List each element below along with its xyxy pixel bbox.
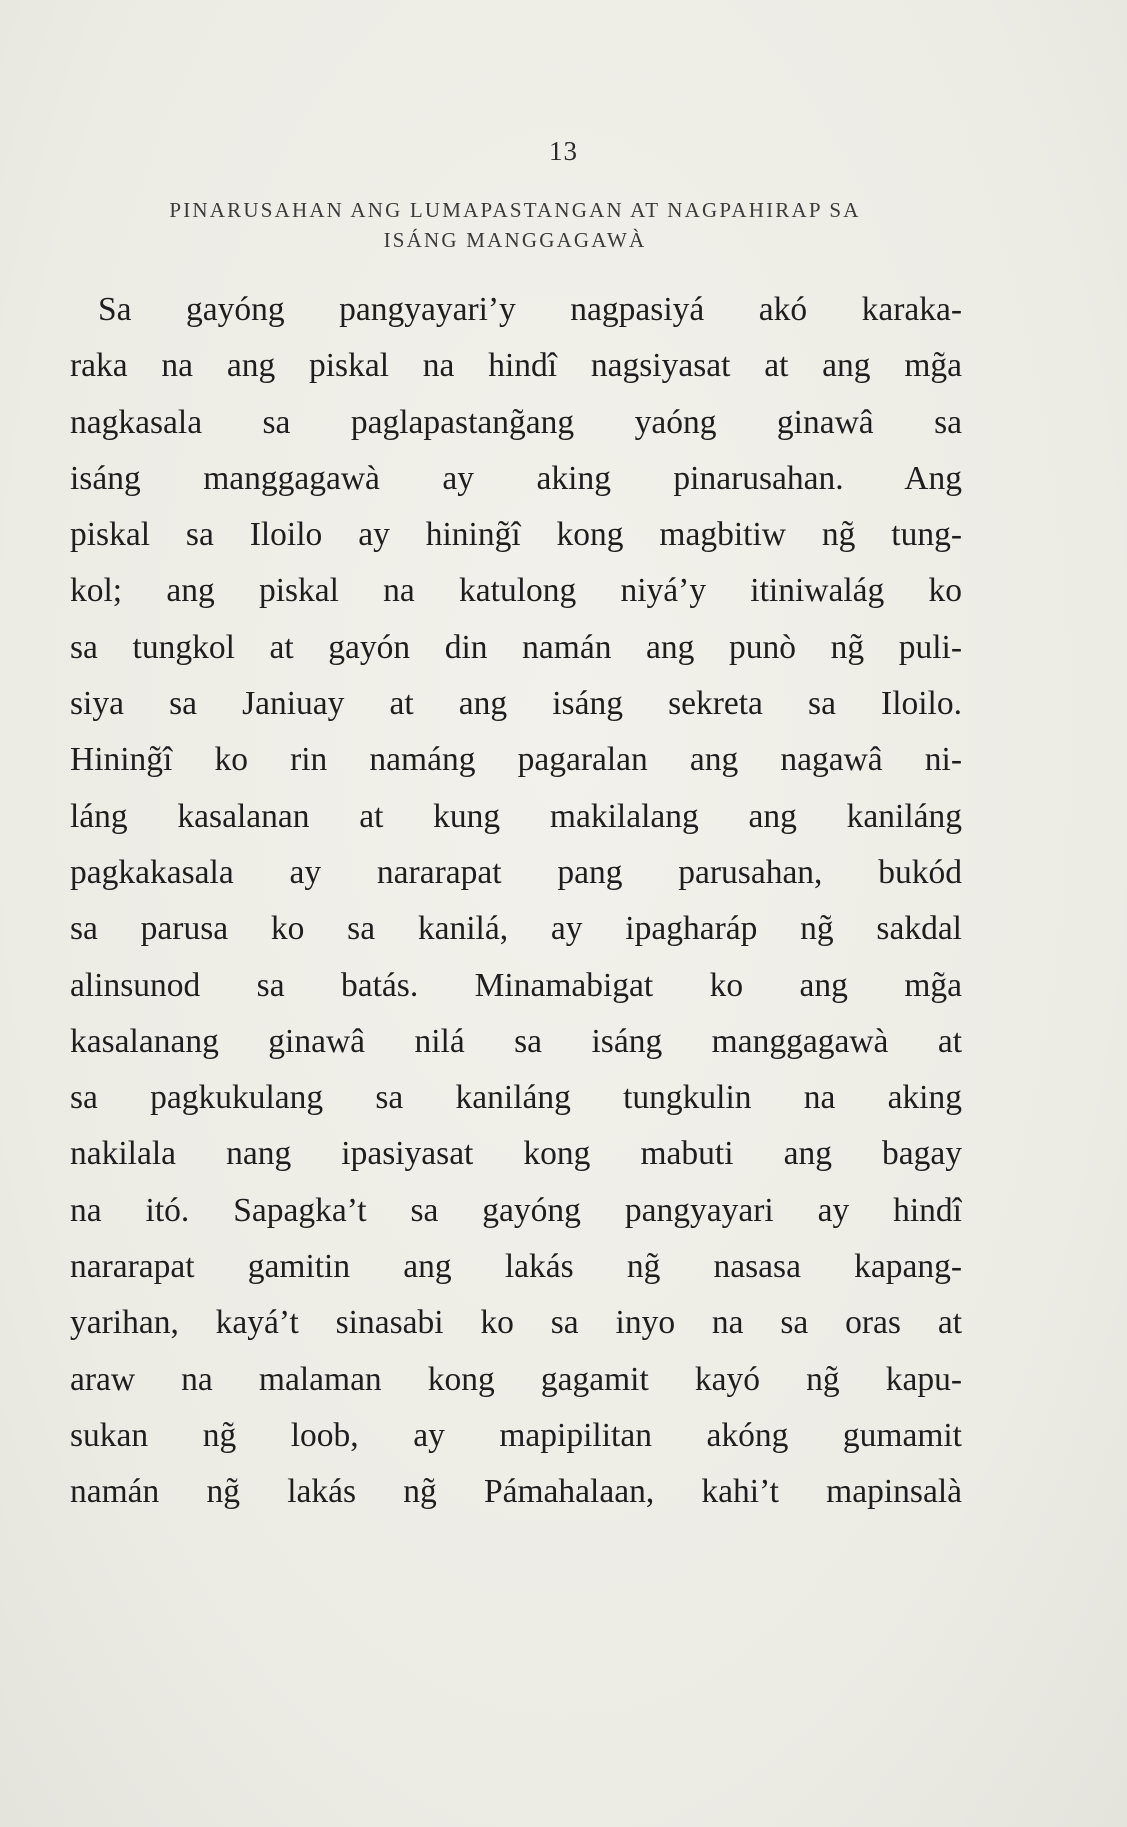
text-line: kasalanang ginawâ nilá sa isáng manggagawà at: [70, 1022, 962, 1060]
body-paragraph: [70, 282, 962, 1521]
text-line: pagkakasala ay nararapat pang parusahan, bukód: [70, 853, 962, 891]
text-line: láng kasalanan at kung makilalang ang kaniláng: [70, 797, 962, 835]
text-line: sa pagkukulang sa kaniláng tungkulin na aking: [70, 1079, 962, 1117]
text-line: isáng manggagawà ay aking pinarusahan. Ang: [70, 459, 962, 497]
text-line: nagkasala sa paglapastang̃ang yaóng ginawâ sa: [70, 403, 962, 441]
page-number: 13: [549, 136, 578, 166]
section-heading-line-1: PINARUSAHAN ANG LUMAPASTANGAN AT NAGPAHIRAP SA: [169, 198, 861, 222]
text-line: nararapat gamitin ang lakás ng̃ nasasa kapang-: [70, 1248, 962, 1286]
text-line: namán ng̃ lakás ng̃ Pámahalaan, kahi’t mapinsalà: [70, 1473, 962, 1511]
text-line: nakilala nang ipasiyasat kong mabuti ang bagay: [70, 1135, 962, 1173]
text-line: Sa gayóng pangyayari’y nagpasiyá akó karaka-: [98, 291, 962, 328]
text-line: sa parusa ko sa kanilá, ay ipagharáp ng̃ sakdal: [70, 910, 962, 948]
section-heading-line-2: ISÁNG MANGGAGAWÀ: [383, 228, 647, 252]
text-line: sukan ng̃ loob, ay mapipilitan akóng gumamit: [70, 1416, 962, 1454]
text-line: piskal sa Iloilo ay hining̃î kong magbitiw ng̃ tung-: [70, 516, 962, 554]
text-line: na itó. Sapagka’t sa gayóng pangyayari ay hindî: [70, 1191, 962, 1229]
text-line: yarihan, kayá’t sinasabi ko sa inyo na sa oras at: [70, 1304, 962, 1342]
text-line: araw na malaman kong gagamit kayó ng̃ kapu-: [70, 1360, 962, 1398]
text-line: raka na ang piskal na hindî nagsiyasat at ang mg̃a: [70, 347, 962, 385]
text-line: siya sa Janiuay at ang isáng sekreta sa Iloilo.: [70, 685, 962, 723]
text-line: Hining̃î ko rin namáng pagaralan ang nagawâ ni-: [70, 741, 962, 779]
text-line: kol; ang piskal na katulong niyá’y itiniwalág ko: [70, 572, 962, 610]
text-line: sa tungkol at gayón din namán ang punò ng̃ puli-: [70, 628, 962, 666]
text-line: alinsunod sa batás. Minamabigat ko ang mg̃a: [70, 966, 962, 1004]
